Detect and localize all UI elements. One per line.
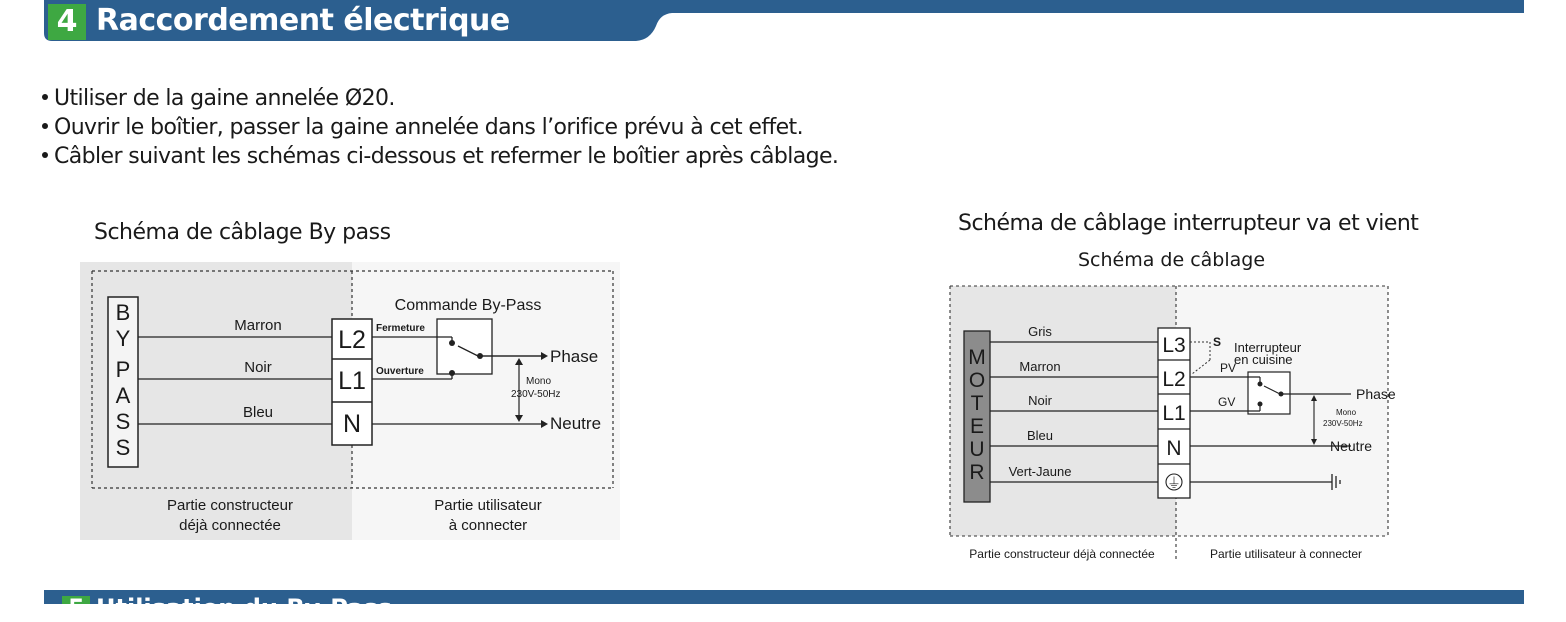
terminal-label: N <box>342 410 362 438</box>
switch-diagram-subtitle: Schéma de câblage <box>1078 249 1266 271</box>
phase-label: Phase <box>1356 386 1396 402</box>
voltage-label: 230V-50Hz <box>1323 419 1363 428</box>
wire-label: Bleu <box>242 404 274 421</box>
next-section-header <box>64 592 464 622</box>
device-letter: Y <box>115 326 131 351</box>
list-item: Utiliser de la gaine annelée Ø20. <box>40 84 838 113</box>
bullet-icon <box>42 152 48 158</box>
wire-label: Marron <box>1019 359 1061 374</box>
terminal-label: L2 <box>1162 368 1186 391</box>
device-letter: R <box>969 461 985 484</box>
device-letter: A <box>115 383 131 408</box>
list-item: Ouvrir le boîtier, passer la gaine annelée dans l’orifice prévu à cet effet. <box>40 113 838 142</box>
section-header <box>0 0 1566 44</box>
mono-label: Mono <box>1336 408 1357 417</box>
kitchen-switch-box <box>1248 372 1290 414</box>
bypass-diagram-title: Schéma de câblage By pass <box>94 220 391 245</box>
wire-label: Noir <box>1028 393 1052 408</box>
manufacturer-zone-label: déjà connectée <box>179 517 281 534</box>
device-letter: P <box>115 357 131 382</box>
bypass-wiring-diagram <box>80 262 620 544</box>
manufacturer-zone-label: Partie constructeur <box>167 497 293 514</box>
device-letter: S <box>115 409 131 434</box>
device-letter: E <box>969 415 985 438</box>
switch-title: en cuisine <box>1234 352 1293 367</box>
wire-label: Marron <box>234 317 282 334</box>
device-letter: U <box>969 438 985 461</box>
device-letter: T <box>970 392 984 415</box>
bullet-icon <box>42 123 48 129</box>
wire-label: Bleu <box>1026 428 1054 443</box>
terminal-label: L3 <box>1162 334 1186 357</box>
wire-label: Noir <box>244 359 272 376</box>
wire-label: Gris <box>1028 324 1052 339</box>
terminal-label: L2 <box>338 326 366 354</box>
terminal-label: L1 <box>1162 402 1186 425</box>
switch-diagram-title: Schéma de câblage interrupteur va et vient <box>958 211 1419 236</box>
section-number: 4 <box>48 4 86 40</box>
switch-label-opening: Ouverture <box>376 366 424 377</box>
user-zone-label: Partie utilisateur à connecter <box>1209 547 1363 561</box>
voltage-label: 230V-50Hz <box>511 389 561 400</box>
neutral-label: Neutre <box>550 414 602 433</box>
neutral-label: Neutre <box>1330 438 1373 454</box>
switch-label-closing: Fermeture <box>376 323 425 334</box>
phase-label: Phase <box>550 347 599 366</box>
ground-terminal-icon: ⏚ <box>1167 475 1181 491</box>
s-label: S <box>1213 335 1222 349</box>
switch-wiring-diagram <box>948 284 1398 570</box>
next-section-number: 5 <box>68 594 85 622</box>
user-zone-label: à connecter <box>448 517 528 534</box>
gv-label: GV <box>1218 395 1236 409</box>
device-letter: M <box>968 346 986 369</box>
next-section-title: Utilisation du By-Pass <box>96 594 392 622</box>
list-item: Câbler suivant les schémas ci-dessous et refermer le boîtier après câblage. <box>40 142 838 171</box>
user-zone-label: Partie utilisateur <box>434 497 542 514</box>
switch-title: Interrupteur <box>1234 340 1302 355</box>
manufacturer-zone-label: Partie constructeur déjà connectée <box>969 547 1155 561</box>
device-letter: B <box>115 300 131 325</box>
terminal-label: L1 <box>338 367 366 395</box>
device-letter: O <box>968 369 986 392</box>
command-switch-box <box>437 319 492 374</box>
instruction-list <box>40 84 838 171</box>
terminal-label: N <box>1166 437 1182 460</box>
pv-label: PV <box>1220 361 1237 375</box>
wire-label: Vert-Jaune <box>1008 464 1072 479</box>
device-letter: S <box>115 435 131 460</box>
section-title: Raccordement électrique <box>96 3 510 38</box>
bullet-icon <box>42 94 48 100</box>
command-title: Commande By-Pass <box>394 297 542 314</box>
mono-label: Mono <box>526 376 552 387</box>
